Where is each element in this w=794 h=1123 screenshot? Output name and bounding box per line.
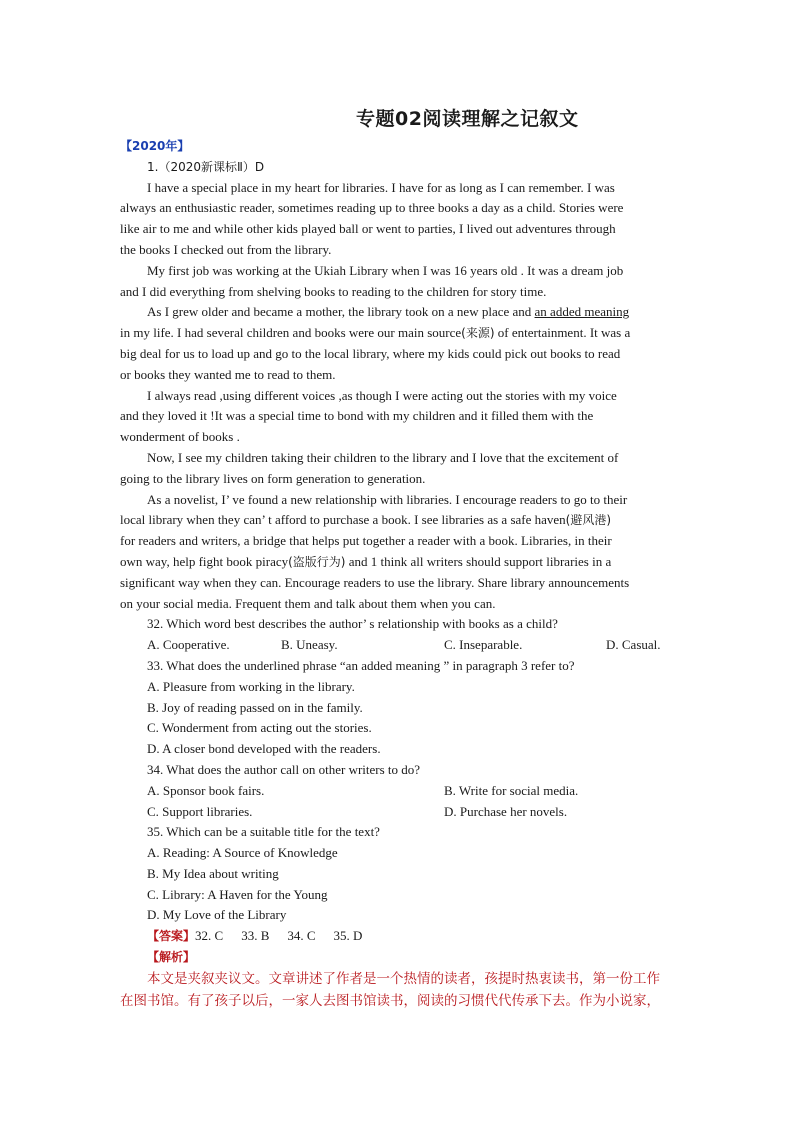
question-stem: 32. Which word best describes the author’ s relationship with books as a child? (147, 616, 558, 632)
answer-item: 35. D (333, 928, 363, 944)
page-title: 专题02阅读理解之记叙文 (356, 108, 579, 130)
answer-item: 32. C (195, 928, 224, 944)
passage-text: of entertainment. It was a (494, 325, 631, 341)
chinese-gloss: (避风港) (565, 513, 612, 528)
answer-line (120, 926, 672, 947)
passage-line (120, 302, 672, 323)
passage-line: on your social media. Frequent them and talk about them when you can. (120, 595, 496, 611)
passage-line: I always read ,using different voices ,as though I were acting out the stories with my voice (147, 387, 617, 403)
passage-text: and 1 think all writers should support libraries in a (345, 553, 612, 569)
option-d: D. A closer bond developed with the readers. (147, 741, 381, 757)
passage-line (120, 552, 672, 573)
passage-line: and they loved it !It was a special time to bond with my children and it filled them with the (120, 408, 594, 424)
answer-label: 【答案】 (147, 929, 196, 944)
question-32 (120, 614, 672, 656)
chinese-gloss: (来源) (461, 326, 495, 341)
option-row (120, 781, 672, 802)
option-c: C. Support libraries. (147, 803, 253, 819)
passage-text: in my life. I had several children and books were our main source (120, 325, 462, 341)
option-b: B. Uneasy. (281, 637, 338, 653)
option-c: C. Inseparable. (444, 637, 523, 653)
option-a: A. Reading: A Source of Knowledge (147, 845, 338, 861)
document-body (120, 136, 672, 1012)
paragraph-1 (120, 178, 672, 261)
passage-line: like air to me and while other kids played ball or went to parties, I lived out adventures through (120, 221, 616, 237)
option-c: C. Library: A Haven for the Young (147, 886, 328, 902)
passage-line: significant way when they can. Encourage readers to use the library. Share library announcements (120, 574, 630, 590)
question-34 (120, 760, 672, 822)
passage-text: own way, help fight book piracy (120, 553, 289, 569)
answer-item: 34. C (287, 928, 316, 944)
option-b: B. My Idea about writing (147, 865, 279, 881)
chinese-gloss: (盗版行为) (288, 554, 346, 569)
analysis-text (120, 968, 672, 1012)
question-stem: 33. What does the underlined phrase “an added meaning ” in paragraph 3 refer to? (147, 657, 575, 673)
passage-text: local library when they can’ t afford to purchase a book. I see libraries as a safe haven (120, 512, 566, 528)
paragraph-4 (120, 386, 672, 448)
passage-text: As I grew older and became a mother, the library took on a new place and (147, 304, 535, 320)
passage-line: for readers and writers, a bridge that helps put together a reader with a book. Libraries, in their (120, 533, 612, 549)
answer-item: 33. B (241, 928, 270, 944)
passage-line: Now, I see my children taking their children to the library and I love that the excitement of (147, 449, 619, 465)
passage-line: wonderment of books . (120, 429, 240, 445)
passage-line: My first job was working at the Ukiah Library when I was 16 years old . It was a dream job (147, 262, 624, 278)
passage (120, 178, 672, 615)
underlined-phrase: an added meaning (534, 304, 630, 320)
passage-line (120, 510, 672, 531)
option-a: A. Cooperative. (147, 637, 230, 653)
question-stem: 34. What does the author call on other writers to do? (147, 761, 421, 777)
question-33 (120, 656, 672, 760)
paragraph-3 (120, 302, 672, 385)
passage-line: the books I checked out from the library. (120, 241, 332, 257)
paragraph-2 (120, 261, 672, 303)
option-a: A. Sponsor book fairs. (147, 782, 265, 798)
question-source: 1.（2020新课标Ⅱ）D (147, 159, 265, 174)
option-d: D. My Love of the Library (147, 907, 287, 923)
option-b: B. Write for social media. (444, 782, 579, 798)
option-d: D. Casual. (606, 637, 661, 653)
passage-line: always an enthusiastic reader, sometimes reading up to three books a day as a child. Stories were (120, 200, 624, 216)
option-a: A. Pleasure from working in the library. (147, 678, 355, 694)
option-c: C. Wonderment from acting out the stories. (147, 720, 372, 736)
passage-line: big deal for us to load up and go to the local library, where my kids could pick out books to read (120, 345, 621, 361)
passage-line: or books they wanted me to read to them. (120, 366, 336, 382)
paragraph-6 (120, 490, 672, 615)
option-b: B. Joy of reading passed on in the family. (147, 699, 363, 715)
passage-line: and I did everything from shelving books to reading to the children for story time. (120, 283, 547, 299)
year-tag: 【2020年】 (120, 139, 190, 153)
option-row (120, 635, 672, 656)
passage-line: I have a special place in my heart for libraries. I have for as long as I can remember. I was (147, 179, 615, 195)
analysis-line: 在图书馆。有了孩子以后，一家人去图书馆读书，阅读的习惯代代传承下去。作为小说家， (120, 992, 660, 1009)
analysis-label: 【解析】 (147, 950, 196, 965)
option-d: D. Purchase her novels. (444, 803, 568, 819)
paragraph-5 (120, 448, 672, 490)
question-stem: 35. Which can be a suitable title for the text? (147, 824, 380, 840)
passage-line (120, 323, 672, 344)
passage-line: As a novelist, I’ ve found a new relationship with libraries. I encourage readers to go to their (147, 491, 628, 507)
analysis-line: 本文是夹叙夹议文。文章讲述了作者是一个热情的读者，孩提时热衷读书，第一份工作 (147, 970, 660, 987)
question-35 (120, 822, 672, 926)
passage-line: going to the library lives on form generation to generation. (120, 470, 426, 486)
option-row (120, 802, 672, 823)
